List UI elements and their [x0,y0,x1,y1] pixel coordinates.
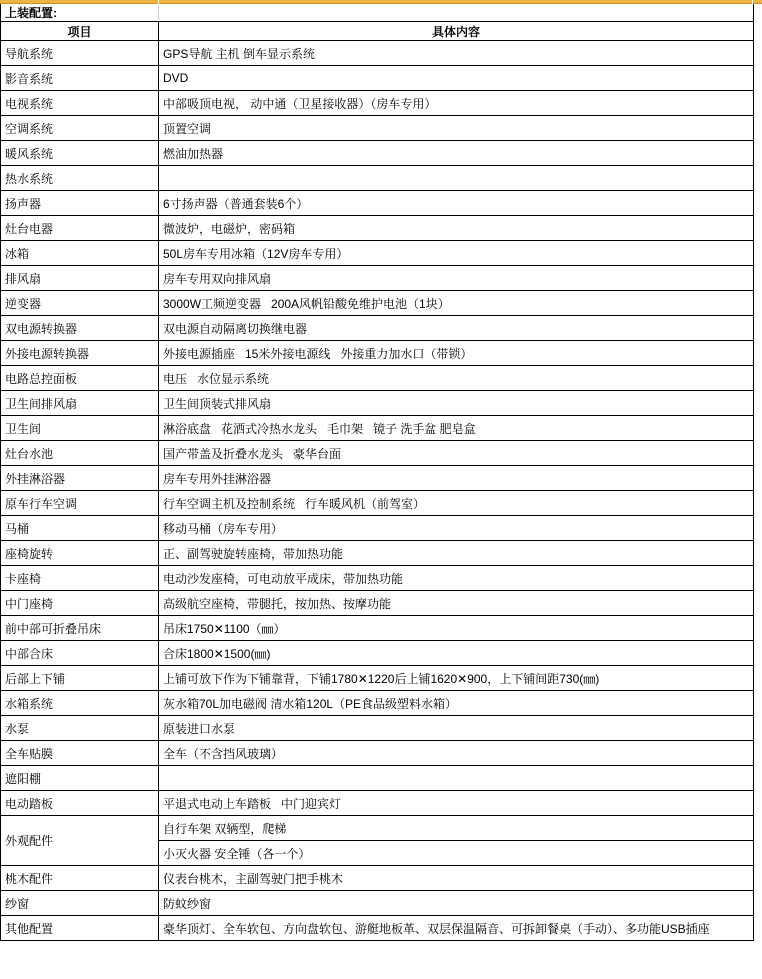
table-row [1,441,754,466]
item-cell[interactable]: 其他配置 [1,916,159,941]
table-row [1,766,754,791]
item-cell[interactable]: 全车贴膜 [1,741,159,766]
content-cell[interactable]: 国产带盖及折叠水龙头 豪华台面 [159,441,754,466]
section-title-cell[interactable]: 上装配置: [1,4,159,22]
item-cell[interactable]: 座椅旋转 [1,541,159,566]
content-cell[interactable]: 小灭火器 安全锤（各一个） [159,841,754,866]
item-cell[interactable]: 原车行车空调 [1,491,159,516]
table-row [1,641,754,666]
item-cell[interactable]: 卫生间 [1,416,159,441]
item-cell[interactable]: 影音系统 [1,66,159,91]
item-cell[interactable]: 纱窗 [1,891,159,916]
table-row [1,741,754,766]
item-cell[interactable]: 卡座椅 [1,566,159,591]
item-cell[interactable]: 马桶 [1,516,159,541]
section-title-empty-cell[interactable] [159,4,754,22]
column-header-item[interactable]: 项目 [1,22,159,41]
content-cell[interactable]: 双电源自动隔离切换继电器 [159,316,754,341]
item-cell[interactable]: 外挂淋浴器 [1,466,159,491]
content-cell[interactable]: 燃油加热器 [159,141,754,166]
content-cell[interactable]: 淋浴底盘 花洒式冷热水龙头 毛巾架 镜子 洗手盆 肥皂盒 [159,416,754,441]
table-row [1,516,754,541]
content-cell[interactable]: 顶置空调 [159,116,754,141]
table-row [1,716,754,741]
table-row [1,141,754,166]
item-cell[interactable]: 双电源转换器 [1,316,159,341]
item-cell[interactable]: 外接电源转换器 [1,341,159,366]
item-cell[interactable]: 空调系统 [1,116,159,141]
item-cell[interactable]: 桃木配件 [1,866,159,891]
item-cell[interactable]: 灶台水池 [1,441,159,466]
top-highlight-strip [0,0,762,4]
content-cell[interactable]: 50L房车专用冰箱（12V房车专用） [159,241,754,266]
item-cell[interactable]: 水泵 [1,716,159,741]
table-row [1,866,754,891]
content-cell[interactable]: 3000W工频逆变器 200A风帆铅酸免维护电池（1块） [159,291,754,316]
content-cell[interactable]: 自行车架 双辆型，爬梯 [159,816,754,841]
content-cell[interactable]: 外接电源插座 15米外接电源线 外接重力加水口（带锁） [159,341,754,366]
table-row [1,791,754,816]
item-cell[interactable]: 灶台电器 [1,216,159,241]
content-cell[interactable]: 全车（不含挡风玻璃） [159,741,754,766]
content-cell[interactable]: 平退式电动上车踏板 中门迎宾灯 [159,791,754,816]
table-row [1,216,754,241]
item-cell[interactable]: 扬声器 [1,191,159,216]
item-cell[interactable]: 电视系统 [1,91,159,116]
table-row [1,41,754,66]
content-cell[interactable]: 合床1800✕1500(㎜) [159,641,754,666]
table-row [1,266,754,291]
table-row [1,491,754,516]
table-row [1,816,754,841]
table-row [1,891,754,916]
table-row [1,91,754,116]
table-row [1,316,754,341]
table-row [1,66,754,91]
content-cell[interactable]: 防蚊纱窗 [159,891,754,916]
item-cell[interactable]: 排风扇 [1,266,159,291]
item-cell[interactable]: 逆变器 [1,291,159,316]
content-cell[interactable] [159,166,754,191]
content-cell[interactable]: 房车专用双向排风扇 [159,266,754,291]
table-row [1,616,754,641]
config-table [0,4,754,941]
item-cell[interactable]: 遮阳棚 [1,766,159,791]
column-header-row [1,22,754,41]
table-row [1,341,754,366]
content-cell[interactable]: 电压 水位显示系统 [159,366,754,391]
content-cell[interactable]: 6寸扬声器（普通套装6个） [159,191,754,216]
item-cell[interactable]: 暖风系统 [1,141,159,166]
table-row [1,166,754,191]
gridline-gap [158,0,159,4]
item-cell[interactable]: 外观配件 [1,816,159,866]
content-cell[interactable]: 中部吸顶电视， 动中通（卫星接收器）（房车专用） [159,91,754,116]
content-cell[interactable]: 微波炉，电磁炉，密码箱 [159,216,754,241]
item-cell[interactable]: 导航系统 [1,41,159,66]
table-row [1,241,754,266]
table-row [1,391,754,416]
content-cell[interactable]: 豪华顶灯、全车软包、方向盘软包、游艇地板革、双层保温隔音、可拆卸餐桌（手动）、多功能USB插座 [159,916,754,941]
column-header-content[interactable]: 具体内容 [159,22,754,41]
item-cell[interactable]: 冰箱 [1,241,159,266]
item-cell[interactable]: 中部合床 [1,641,159,666]
table-row [1,591,754,616]
content-cell[interactable]: 房车专用外挂淋浴器 [159,466,754,491]
item-cell[interactable]: 电动踏板 [1,791,159,816]
content-cell[interactable]: 移动马桶（房车专用） [159,516,754,541]
content-cell[interactable]: 高级航空座椅，带腿托，按加热、按摩功能 [159,591,754,616]
table-row [1,666,754,691]
item-cell[interactable]: 水箱系统 [1,691,159,716]
content-cell[interactable]: 上铺可放下作为下铺靠背，下铺1780✕1220后上铺1620✕900，上下铺间距730(㎜) [159,666,754,691]
item-cell[interactable]: 中门座椅 [1,591,159,616]
content-cell[interactable]: 电动沙发座椅，可电动放平成床，带加热功能 [159,566,754,591]
content-cell[interactable] [159,766,754,791]
content-cell[interactable]: 原装进口水泵 [159,716,754,741]
item-cell[interactable]: 前中部可折叠吊床 [1,616,159,641]
table-row [1,416,754,441]
table-row [1,191,754,216]
content-cell[interactable]: DVD [159,66,754,91]
content-cell[interactable]: 仪表台桃木，主副驾驶门把手桃木 [159,866,754,891]
section-title-row [1,4,754,22]
content-cell[interactable]: 正、副驾驶旋转座椅，带加热功能 [159,541,754,566]
content-cell[interactable]: 行车空调主机及控制系统 行车暖风机（前驾室） [159,491,754,516]
table-row [1,691,754,716]
item-cell[interactable]: 电路总控面板 [1,366,159,391]
item-cell[interactable]: 热水系统 [1,166,159,191]
table-row [1,291,754,316]
item-cell[interactable]: 卫生间排风扇 [1,391,159,416]
table-row [1,916,754,941]
content-cell[interactable]: GPS导航 主机 倒车显示系统 [159,41,754,66]
table-row [1,116,754,141]
table-row [1,366,754,391]
item-cell[interactable]: 后部上下铺 [1,666,159,691]
gridline-gap [752,0,753,4]
table-row [1,466,754,491]
table-row [1,541,754,566]
content-cell[interactable]: 灰水箱70L加电磁阀 清水箱120L（PE食品级塑料水箱） [159,691,754,716]
table-row [1,566,754,591]
content-cell[interactable]: 吊床1750✕1100（㎜） [159,616,754,641]
content-cell[interactable]: 卫生间顶装式排风扇 [159,391,754,416]
